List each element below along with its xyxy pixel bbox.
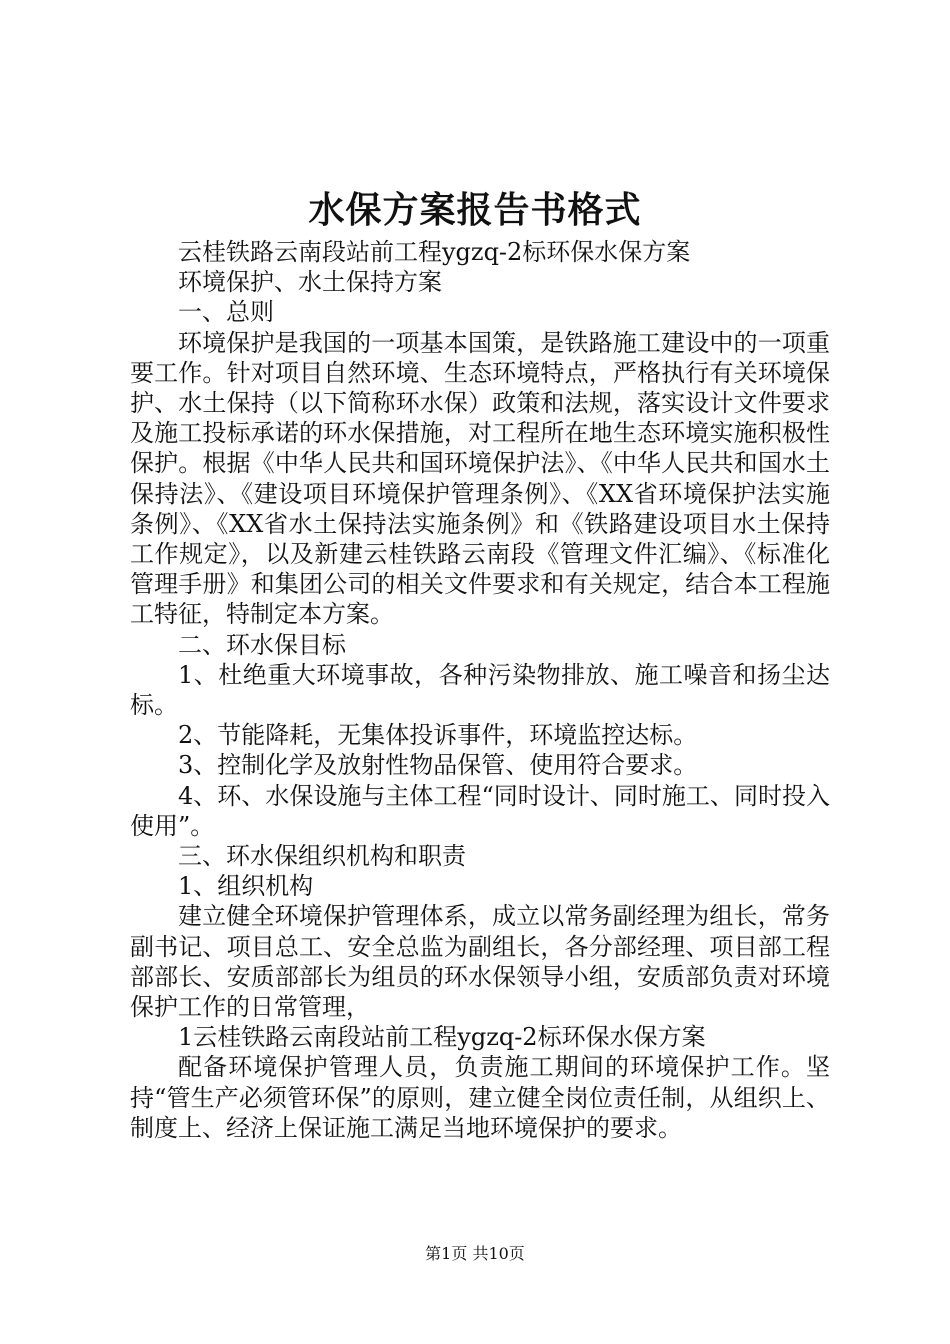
section-heading-general: 一、总则 — [178, 298, 274, 327]
paragraph-subtitle: 云桂铁路云南段站前工程ygzq-2标环保水保方案 — [178, 238, 691, 266]
page-number-footer: 第1页 共10页 — [425, 1244, 525, 1263]
goal-item: 1、杜绝重大环境事故，各种污染物排放、施工噪音和扬尘达标。 — [130, 660, 830, 720]
section-heading-goals: 二、环水保目标 — [178, 630, 346, 659]
paragraph-running-header: 1云桂铁路云南段站前工程ygzq-2标环保水保方案 — [178, 1023, 706, 1052]
paragraph-staffing: 配备环境保护管理人员，负责施工期间的环境保护工作。坚持“管生产必须管环保”的原则，建立健全岗位责任制，从组织上、制度上、经济上保证施工满足当地环境保护的要求。 — [130, 1053, 830, 1142]
goal-item: 4、环、水保设施与主体工程“同时设计、同时施工、同时投入使用”。 — [130, 781, 830, 840]
document-title: 水保方案报告书格式 — [308, 189, 642, 231]
goal-item: 2、节能降耗，无集体投诉事件，环境监控达标。 — [178, 721, 698, 750]
paragraph-heading: 环境保护、水土保持方案 — [178, 268, 442, 297]
goal-item: 3、控制化学及放射性物品保管、使用符合要求。 — [178, 751, 698, 780]
paragraph-organization: 建立健全环境保护管理体系，成立以常务副经理为组长，常务副书记、项目总工、安全总监为副组长，各分部经理、项目部工程部部长、安质部部长为组员的环水保领导小组，安质部负责对环境保护工作的日常管理， — [130, 902, 830, 1022]
section-heading-organization: 三、环水保组织机构和职责 — [178, 842, 466, 871]
paragraph-general: 环境保护是我国的一项基本国策，是铁路施工建设中的一项重要工作。针对项目自然环境、生态环境特点，严格执行有关环境保护、水土保持（以下简称环水保）政策和法规，落实设计文件要求及施工投标承诺的环水保措施，对工程所在地生态环境实施积极性保护。根据《中华人民共和国环境保护法》、《中华人民共和国水土保持法》、《建设项目环境保护管理条例》、《XX省环境保护法实施条例》、《XX省水土保持法实施条例》和《铁路建设项目水土保持工作规定》，以及新建云桂铁路云南段《管理文件汇编》、《标准化管理手册》和集团公司的相关文件要求和有关规定，结合本工程施工特征，特制定本方案。 — [130, 328, 830, 629]
subsection-heading: 1、组织机构 — [178, 872, 314, 901]
document-body — [130, 237, 830, 1143]
